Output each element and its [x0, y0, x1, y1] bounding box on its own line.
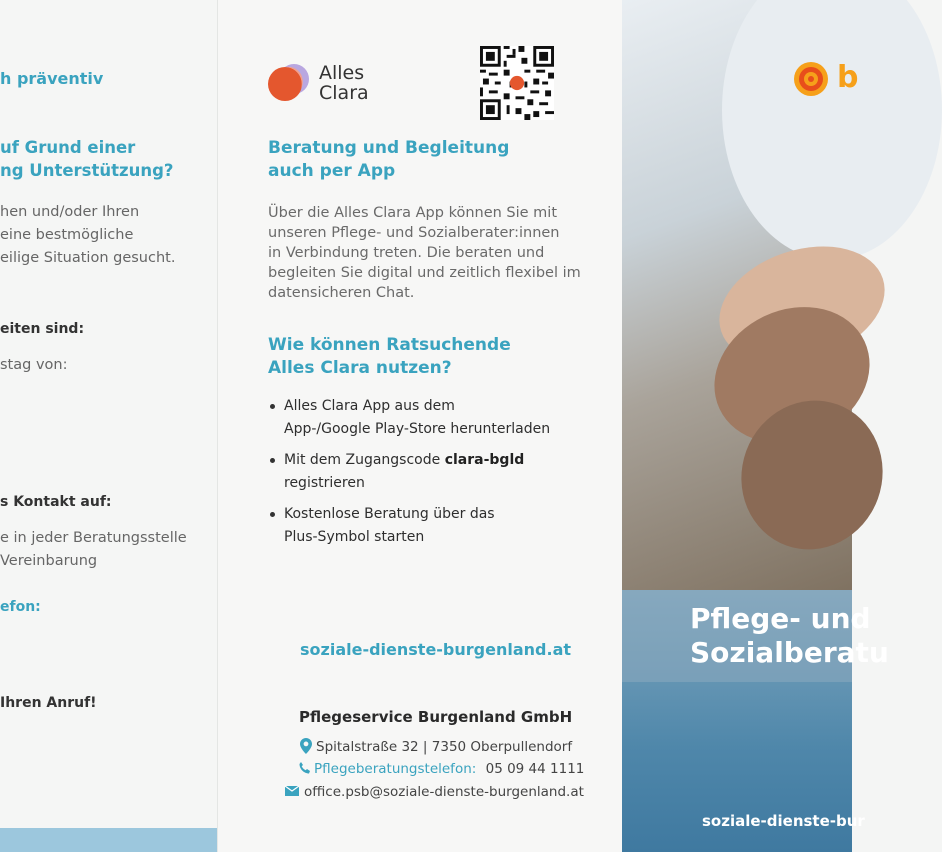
- alles-clara-logo-icon: [267, 60, 313, 106]
- bullet3-line2: Plus-Symbol starten: [284, 529, 425, 545]
- left-phone-label: efon:: [0, 599, 41, 615]
- left-contact-line1: e in jeder Beratungsstelle: [0, 530, 187, 546]
- right-panel-cover: [622, 0, 889, 852]
- app-body-line5: datensicheren Chat.: [268, 285, 415, 301]
- brand-logo-letter: b: [837, 60, 859, 95]
- cover-website-link[interactable]: soziale-dienste-bur: [702, 812, 865, 830]
- sun-logo-icon: [792, 60, 830, 98]
- app-heading-line1: Beratung und Begleitung: [268, 138, 510, 158]
- phone-label: Pflegeberatungstelefon:: [314, 761, 477, 777]
- location-pin-icon: [300, 738, 312, 754]
- app-body-line3: in Verbindung treten. Die beraten und: [268, 245, 545, 261]
- left-text-line2: eine bestmögliche: [0, 227, 134, 243]
- bullet1-line1: Alles Clara App aus dem: [284, 398, 455, 414]
- website-link[interactable]: soziale-dienste-burgenland.at: [300, 640, 572, 659]
- address-text: Spitalstraße 32 | 7350 Oberpullendorf: [316, 739, 573, 755]
- bullet1-line2: App-/Google Play-Store herunterladen: [284, 421, 551, 437]
- address-row: [300, 738, 572, 755]
- bullet3-line1: Kostenlose Beratung über das: [284, 506, 495, 522]
- usage-heading-line2: Alles Clara nutzen?: [268, 358, 452, 378]
- email-row: [285, 784, 584, 800]
- alles-clara-logo: [267, 60, 377, 106]
- left-question-line2: ng Unterstützung?: [0, 161, 174, 180]
- left-contact-label: s Kontakt auf:: [0, 494, 112, 510]
- bullet-item-download: [270, 395, 600, 441]
- email-address[interactable]: office.psb@soziale-dienste-burgenland.at: [304, 784, 584, 800]
- usage-heading-line1: Wie können Ratsuchende: [268, 335, 511, 355]
- bullet-item-register: [270, 449, 600, 495]
- left-times-text: stag von:: [0, 357, 68, 373]
- app-heading-line2: auch per App: [268, 161, 396, 181]
- qr-code[interactable]: [480, 46, 554, 120]
- app-body-line4: begleiten Sie digital und zeitlich flexibel im: [268, 265, 581, 281]
- bullet-dot: [270, 458, 275, 463]
- access-code: clara-bgld: [444, 452, 525, 468]
- left-contact-line2: Vereinbarung: [0, 553, 98, 569]
- brand-line1: Alles: [319, 62, 365, 84]
- brand-line2: Clara: [319, 82, 369, 104]
- phone-number[interactable]: 05 09 44 1111: [485, 761, 585, 777]
- bullet-dot: [270, 512, 275, 517]
- company-name: Pflegeservice Burgenland GmbH: [299, 708, 573, 726]
- left-text-line1: hen und/oder Ihren: [0, 204, 140, 220]
- bullet2-line1: [284, 449, 524, 472]
- phone-icon: [298, 761, 312, 775]
- middle-panel: [217, 0, 623, 852]
- left-question-line1: uf Grund einer: [0, 138, 136, 157]
- bullet2-line2: registrieren: [284, 475, 365, 491]
- phone-row: [298, 761, 584, 777]
- bullet2-prefix: Mit dem Zugangscode: [284, 452, 445, 468]
- cover-title-line2: Sozialberatu: [690, 636, 889, 669]
- app-body-line1: Über die Alles Clara App können Sie mit: [268, 205, 558, 221]
- app-body-line2: unseren Pflege- und Sozialberater:innen: [268, 225, 560, 241]
- left-blue-bar: [0, 828, 217, 852]
- left-heading: h präventiv: [0, 69, 104, 88]
- bullet-item-start: [270, 503, 600, 549]
- cover-title-line1: Pflege- und: [690, 602, 871, 635]
- left-panel: [0, 0, 217, 852]
- bullet-dot: [270, 404, 275, 409]
- mail-icon: [285, 786, 299, 796]
- left-times-label: eiten sind:: [0, 321, 85, 337]
- left-text-line3: eilige Situation gesucht.: [0, 250, 176, 266]
- left-call-text: Ihren Anruf!: [0, 695, 97, 711]
- photo-highlight: [722, 0, 942, 260]
